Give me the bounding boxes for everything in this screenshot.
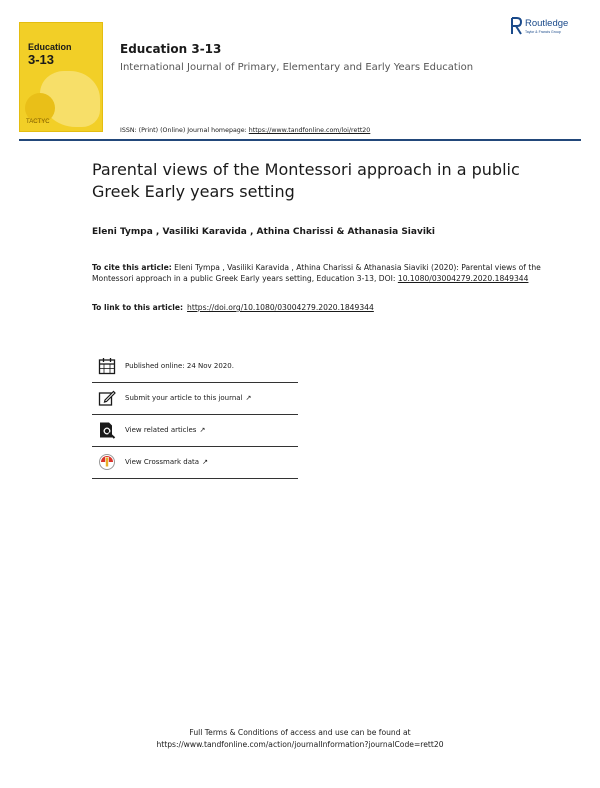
doi-link[interactable]: 10.1080/03004279.2020.1849344 [397,274,529,283]
cover-number: 3-13 [28,52,55,67]
external-link-icon: ↗ [199,426,206,434]
related-articles-label: View related articles [125,426,197,434]
related-row[interactable] [92,415,298,447]
issn-prefix: ISSN: (Print) (Online) Journal homepage: [120,127,249,134]
published-row [92,351,298,383]
submit-article-label: Submit your article to this journal [125,394,243,402]
article-link-line [92,303,374,312]
publisher-name: Routledge [525,18,569,29]
citation-block [92,262,562,284]
journal-cover-image [19,22,103,132]
submit-article-link[interactable] [125,394,251,402]
published-date: Published online: 24 Nov 2020. [125,362,234,370]
journal-subtitle: International Journal of Primary, Elementary and Early Years Education [120,62,474,73]
publisher-group: Taylor & Francis Group [525,30,561,34]
routledge-r-icon [510,17,522,35]
publisher-logo[interactable] [510,15,590,41]
calendar-icon [98,357,116,375]
article-title: Parental views of the Montessori approach in a public Greek Early years setting [92,160,520,201]
edit-icon [98,389,116,407]
journal-homepage-link[interactable]: https://www.tandfonline.com/loi/rett20 [248,127,371,134]
article-info-list [92,351,298,479]
crossmark-label: View Crossmark data [125,458,200,466]
link-label: To link to this article: [92,303,184,312]
article-authors: Eleni Tympa , Vasiliki Karavida , Athina Charissi & Athanasia Siaviki [92,227,435,237]
related-articles-link[interactable] [125,426,205,434]
journal-title: Education 3-13 [120,42,222,56]
crossmark-icon [98,453,116,471]
crossmark-link[interactable] [125,458,208,466]
cite-label: To cite this article: [92,263,172,272]
cite-text: Eleni Tympa , Vasiliki Karavida , Athina Charissi & Athanasia Siaviki (2020): Parental views of the Montessori approach in a public Greek Early years setting, Education 3-13, DOI: [92,263,541,283]
submit-row[interactable] [92,383,298,415]
article-doi-url[interactable]: https://doi.org/10.1080/03004279.2020.1849344 [187,303,374,312]
external-link-icon: ↗ [202,458,208,466]
related-articles-icon [98,421,116,439]
cover-title: Education [28,42,72,52]
footer-terms: Full Terms & Conditions of access and use can be found at [189,728,411,737]
header-divider [19,139,581,141]
issn-line [120,127,370,134]
footer-terms-link[interactable]: https://www.tandfonline.com/action/journalInformation?journalCode=rett20 [156,740,444,749]
cover-logo: TACTYC [26,119,50,125]
crossmark-row[interactable] [92,447,298,479]
external-link-icon: ↗ [245,394,252,402]
